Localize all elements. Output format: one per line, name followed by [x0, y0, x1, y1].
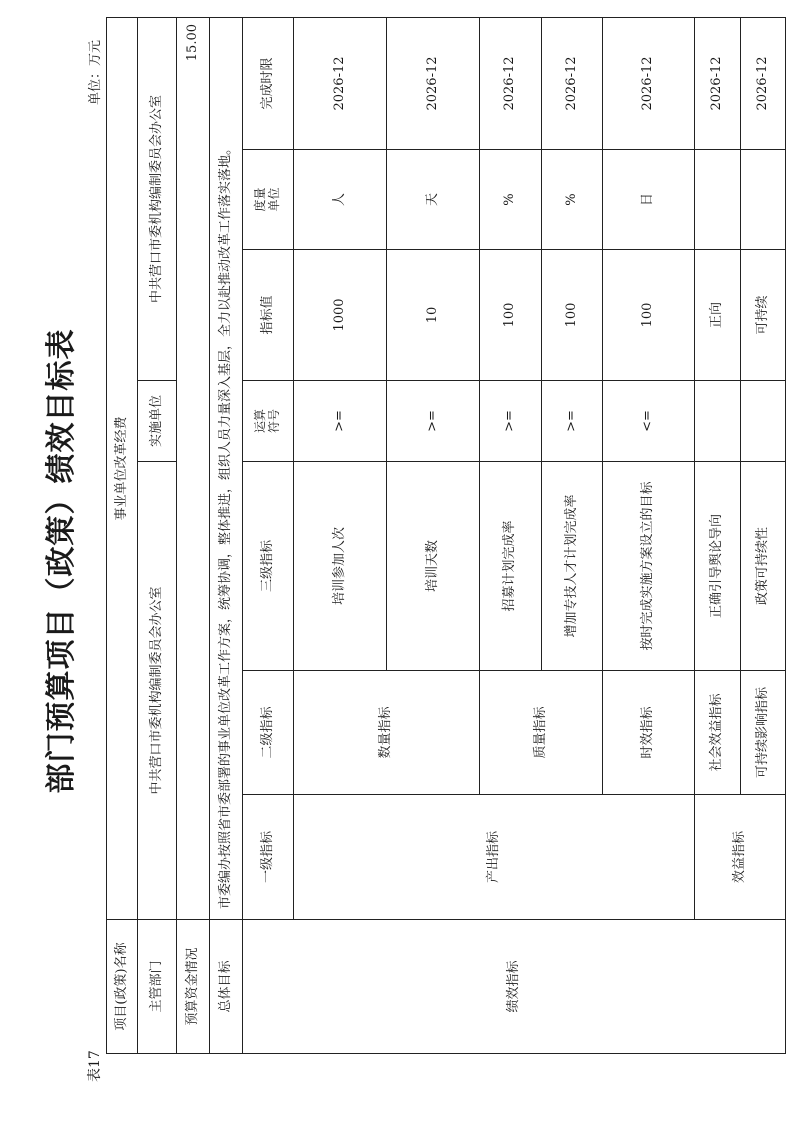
dept-value: 中共营口市委机构编制委员会办公室	[137, 461, 177, 920]
col-value: 指标值	[242, 249, 294, 381]
row6-op	[694, 380, 741, 462]
row5-deadline: 2026-12	[602, 17, 695, 150]
row2-op: >=	[386, 380, 480, 462]
row5-op: <=	[602, 380, 695, 462]
row5-value: 100	[602, 249, 695, 381]
row7-unit	[740, 149, 786, 250]
project-name-label: 项目(政策)名称	[106, 919, 138, 1054]
page-title: 部门预算项目（政策）绩效目标表	[44, 328, 79, 794]
perf-indicators-label: 绩效指标	[242, 919, 786, 1054]
unit-label: 单位：万元	[88, 40, 103, 106]
row2-l3: 培训天数	[386, 461, 480, 671]
group-timeliness: 时效指标	[602, 670, 695, 795]
row7-deadline: 2026-12	[740, 17, 786, 150]
col-unit: 度量单位	[242, 149, 294, 250]
row6-deadline: 2026-12	[694, 17, 741, 150]
funds-label: 预算资金情况	[176, 919, 210, 1054]
row4-l3: 增加专技人才计划完成率	[541, 461, 603, 671]
row3-deadline: 2026-12	[479, 17, 542, 150]
row3-l3: 招募计划完成率	[479, 461, 542, 671]
col-level2: 二级指标	[242, 670, 294, 795]
row7-value: 可持续	[740, 249, 786, 381]
impl-value: 中共营口市委机构编制委员会办公室	[137, 17, 177, 381]
row5-unit: 日	[602, 149, 695, 250]
project-name-value: 事业单位改革经费	[106, 17, 138, 920]
funds-value: 15.00	[176, 17, 210, 920]
row1-op: >=	[293, 380, 387, 462]
row5-l3: 按时完成实施方案设立的目标	[602, 461, 695, 671]
group-social: 社会效益指标	[694, 670, 741, 795]
row2-unit: 天	[386, 149, 480, 250]
row3-unit: %	[479, 149, 542, 250]
group-sustain: 可持续影响指标	[740, 670, 786, 795]
row6-l3: 正确引导舆论导向	[694, 461, 741, 671]
row3-op: >=	[479, 380, 542, 462]
row4-op: >=	[541, 380, 603, 462]
row3-value: 100	[479, 249, 542, 381]
goal-label: 总体目标	[209, 919, 243, 1054]
row4-deadline: 2026-12	[541, 17, 603, 150]
row6-unit	[694, 149, 741, 250]
goal-value: 市委编办按照省市委部署的事业单位改革工作方案，统筹协调，整体推进，组织人员力量深入基层，全力以赴推动改革工作落实落地。	[209, 17, 243, 920]
row1-value: 1000	[293, 249, 387, 381]
performance-table	[106, 17, 786, 1054]
col-level1: 一级指标	[242, 794, 294, 920]
col-operator: 运算符号	[242, 380, 294, 462]
row4-value: 100	[541, 249, 603, 381]
group-quantity: 数量指标	[293, 670, 480, 795]
impl-label: 实施单位	[137, 380, 177, 462]
group-benefit: 效益指标	[694, 794, 786, 920]
group-output: 产出指标	[293, 794, 695, 920]
row1-unit: 人	[293, 149, 387, 250]
row6-value: 正向	[694, 249, 741, 381]
col-deadline: 完成时限	[242, 17, 294, 150]
row7-op	[740, 380, 786, 462]
dept-label: 主管部门	[137, 919, 177, 1054]
row7-l3: 政策可持续性	[740, 461, 786, 671]
row4-unit: %	[541, 149, 603, 250]
row2-deadline: 2026-12	[386, 17, 480, 150]
group-quality: 质量指标	[479, 670, 603, 795]
col-level3: 三级指标	[242, 461, 294, 671]
row1-l3: 培训参加人次	[293, 461, 387, 671]
row1-deadline: 2026-12	[293, 17, 387, 150]
table-number: 表17	[87, 1050, 103, 1082]
row2-value: 10	[386, 249, 480, 381]
